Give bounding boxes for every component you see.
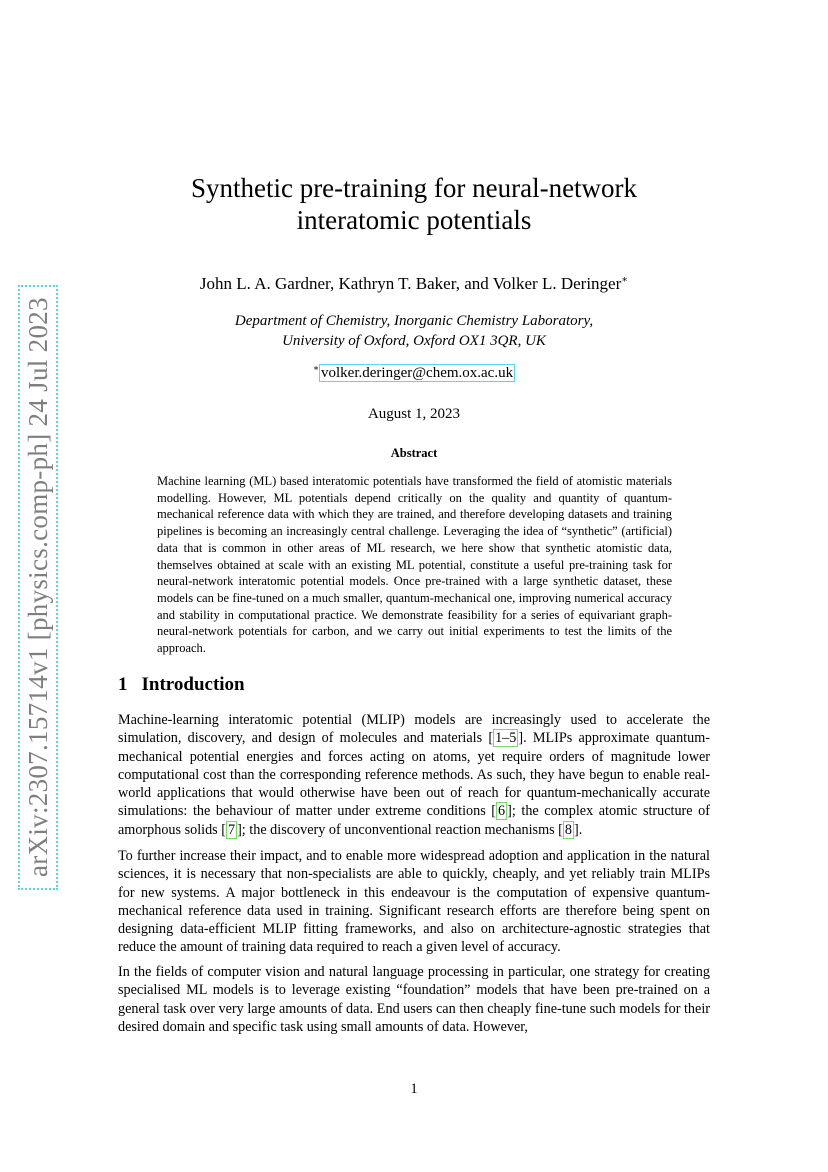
abstract-text: Machine learning (ML) based interatomic potentials have transformed the field of atomistic materials modelling. However, ML potentials depend critically on the quality and quantity of quantum-mechanical reference data with which they are trained, and therefore developing datasets and training pipelines is becoming an increasingly central challenge. Leveraging the idea of “synthetic” (artificial) data that is common in other areas of ML research, we here show that synthetic atomistic data, themselves obtained at scale with an existing ML potential, constitute a useful pre-training task for neural-network interatomic potential models. Once pre-trained with a large synthetic dataset, these models can be fine-tuned on a much smaller, quantum-mechanical one, improving numerical accuracy and stability in computational practice. We demonstrate feasibility for a series of equivariant graph-neural-network potentials for carbon, and we carry out initial experiments to test the limits of the approach. [157,474,672,656]
citation-link[interactable]: 8 [564,821,572,838]
section-number: 1 [118,674,128,695]
authors-text: John L. A. Gardner, Kathryn T. Baker, and Volker L. Deringer [199,274,622,293]
section-heading [118,674,245,696]
author-list [120,274,708,294]
paragraph-3: In the fields of computer vision and natural language processing in particular, one strategy for creating specialised ML models is to leverage existing “foundation” models that have been pre-trained on a general task over very large amounts of data. End users can then cheaply fine-tune such models for their desired domain and specific task using small amounts of data. However, [118,964,710,1035]
p1-text-d: ]; the discovery of unconventional reaction mechanisms [ [237,821,563,838]
section-title: Introduction [141,674,245,695]
citation-link[interactable]: 6 [498,803,506,820]
corresponding-author-mark: ∗ [621,274,629,286]
arxiv-identifier[interactable]: arXiv:2307.15714v1 [physics.comp-ph] 24 Jul 2023 [18,285,58,890]
email-line [120,363,708,382]
p1-text-a: Machine-learning interatomic potential (MLIP) models are increasingly used to accelerate the simulation, discovery, and design of molecules and materials [ [118,712,710,747]
citation-link[interactable]: 1–5 [495,730,517,747]
paragraph-2: To further increase their impact, and to enable more widespread adoption and application in the natural sciences, it is necessary that non-specialists are able to quickly, cheaply, and yet reliably train MLIPs for new systems. A major bottleneck in this endeavour is the computation of expensive quantum-mechanical reference data used in training. Significant research efforts are therefore being spent on designing data-efficient MLIP fitting frameworks, and also on architecture-agnostic strategies that reduce the amount of training data required to reach a given level of accuracy. [118,848,710,956]
paragraph-1 [118,711,710,839]
email-link[interactable]: volker.deringer@chem.ox.ac.uk [321,365,514,381]
title-line-2: interatomic potentials [296,205,532,235]
citation-link[interactable]: 7 [227,821,236,838]
publication-date: August 1, 2023 [367,406,461,422]
page-number: 1 [410,1081,418,1097]
title-line-1: Synthetic pre-training for neural-network [190,173,638,203]
p1-text-e: ]. [574,821,583,838]
email-mark: ∗ [312,363,320,373]
affiliation-line-2: University of Oxford, Oxford OX1 3QR, UK [282,333,546,349]
paper-title [120,172,708,236]
abstract-heading: Abstract [390,446,438,460]
p1-text-b: ]. MLIPs approximate quantum-mechanical potential energies and forces acting on atoms, yet require orders of magnitude lower computational cost than the corresponding reference methods. As such, they have begun to enable real-world applications that would otherwise have been out of reach for quantum-mechanically accurate simulations: the behaviour of matter under extreme conditions [ [118,730,710,820]
affiliation [120,311,708,351]
affiliation-line-1: Department of Chemistry, Inorganic Chemistry Laboratory, [234,313,594,329]
p1-text-c: ]; the complex atomic structure of amorphous solids [ [118,803,710,838]
